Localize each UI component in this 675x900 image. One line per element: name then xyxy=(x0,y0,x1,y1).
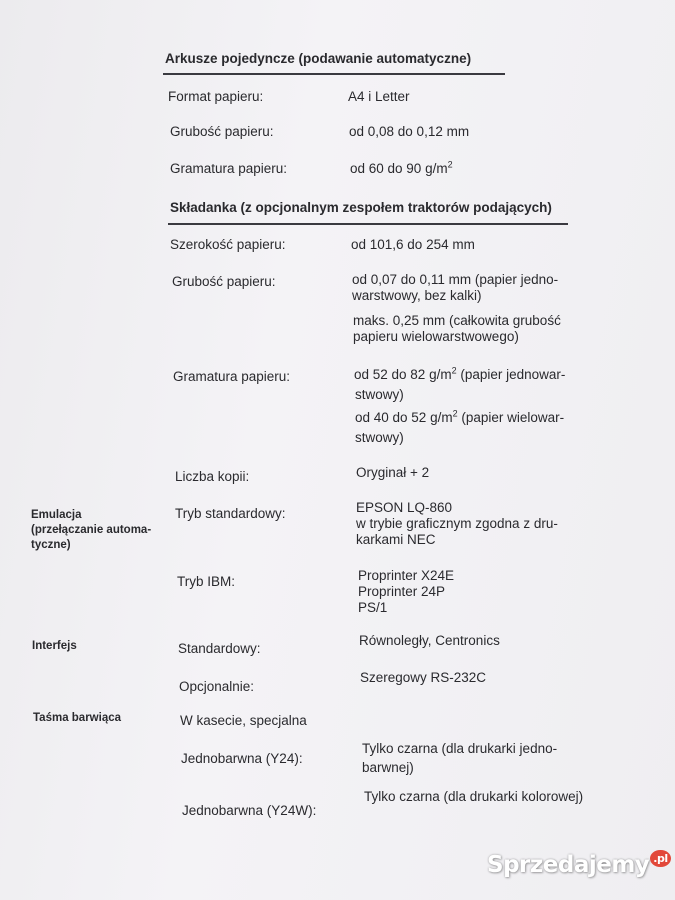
thickness1-value: od 0,08 do 0,12 mm xyxy=(349,124,470,139)
thickness2-value2-line2: papieru wielowarstwowego) xyxy=(353,329,519,344)
interface-optional-label: Opcjonalnie: xyxy=(179,679,255,694)
emulation-side-line1: Emulacja xyxy=(31,509,82,521)
ribbon-y24-line1: Tylko czarna (dla drukarki jedno- xyxy=(362,741,558,756)
ribbon-side: Taśma barwiąca xyxy=(33,712,122,724)
emulation-ibm-line1: Proprinter X24E xyxy=(358,568,455,583)
emulation-ibm-line2: Proprinter 24P xyxy=(358,584,446,599)
width-label: Szerokość papieru: xyxy=(170,237,286,252)
interface-standard-value: Równoległy, Centronics xyxy=(359,633,500,648)
format-label: Format papieru: xyxy=(168,89,264,104)
ribbon-cassette: W kasecie, specjalna xyxy=(180,713,307,728)
emulation-standard-label: Tryb standardowy: xyxy=(175,506,286,521)
section2-heading: Składanka (z opcjonalnym zespołem traktorów podających) xyxy=(170,200,552,215)
grammage2-value2-line1: od 40 do 52 $g/m^2$ (papier wielowar- xyxy=(355,408,565,425)
ribbon-y24-label: Jednobarwna (Y24): xyxy=(181,751,303,766)
grammage2-value1-line2: stwowy) xyxy=(355,387,404,402)
emulation-ibm-label: Tryb IBM: xyxy=(177,574,236,589)
thickness2-label: Grubość papieru: xyxy=(172,274,276,289)
width-value: od 101,6 do 254 mm xyxy=(351,237,475,252)
interface-standard-label: Standardowy: xyxy=(178,641,261,656)
emulation-ibm-line3: PS/1 xyxy=(358,600,388,615)
copies-value: Oryginał + 2 xyxy=(356,465,430,480)
grammage2-label: Gramatura papieru: xyxy=(173,369,291,384)
section2-rule xyxy=(168,223,568,225)
emulation-standard-line1: EPSON LQ-860 xyxy=(356,500,453,515)
watermark-logo: Sprzedajemy $^{.pl}$ xyxy=(487,852,671,878)
interface-side: Interfejs xyxy=(32,640,77,652)
thickness1-label: Grubość papieru: xyxy=(170,124,274,139)
thickness2-value1-line2: warstwowy, bez kalki) xyxy=(352,288,482,303)
grammage2-value1-line1: od 52 do 82 $g/m^2$ (papier jednowar- xyxy=(354,365,566,382)
thickness2-value1-line1: od 0,07 do 0,11 mm (papier jedno- xyxy=(352,272,559,287)
format-value: A4 i Letter xyxy=(348,89,410,104)
interface-optional-value: Szeregowy RS-232C xyxy=(360,670,487,685)
section1-rule xyxy=(163,73,505,75)
grammage2-value2-line2: stwowy) xyxy=(355,430,404,445)
ribbon-y24w-value: Tylko czarna (dla drukarki kolorowej) xyxy=(364,789,584,804)
section1-heading: Arkusze pojedyncze (podawanie automatyczne) xyxy=(165,51,472,66)
ribbon-y24-line2: barwnej) xyxy=(362,760,414,775)
emulation-standard-line3: karkami NEC xyxy=(356,532,436,547)
grammage1-value: od 60 do 90 $g/m^2$ xyxy=(350,159,453,176)
emulation-side-line2: (przełączanie automa- xyxy=(31,524,152,536)
thickness2-value2-line1: maks. 0,25 mm (całkowita grubość xyxy=(353,313,561,328)
copies-label: Liczba kopii: xyxy=(175,469,250,484)
emulation-side-line3: tyczne) xyxy=(31,539,71,551)
grammage1-label: Gramatura papieru: xyxy=(170,161,288,176)
emulation-standard-line2: w trybie graficznym zgodna z dru- xyxy=(356,516,558,531)
ribbon-y24w-label: Jednobarwna (Y24W): xyxy=(182,803,317,818)
